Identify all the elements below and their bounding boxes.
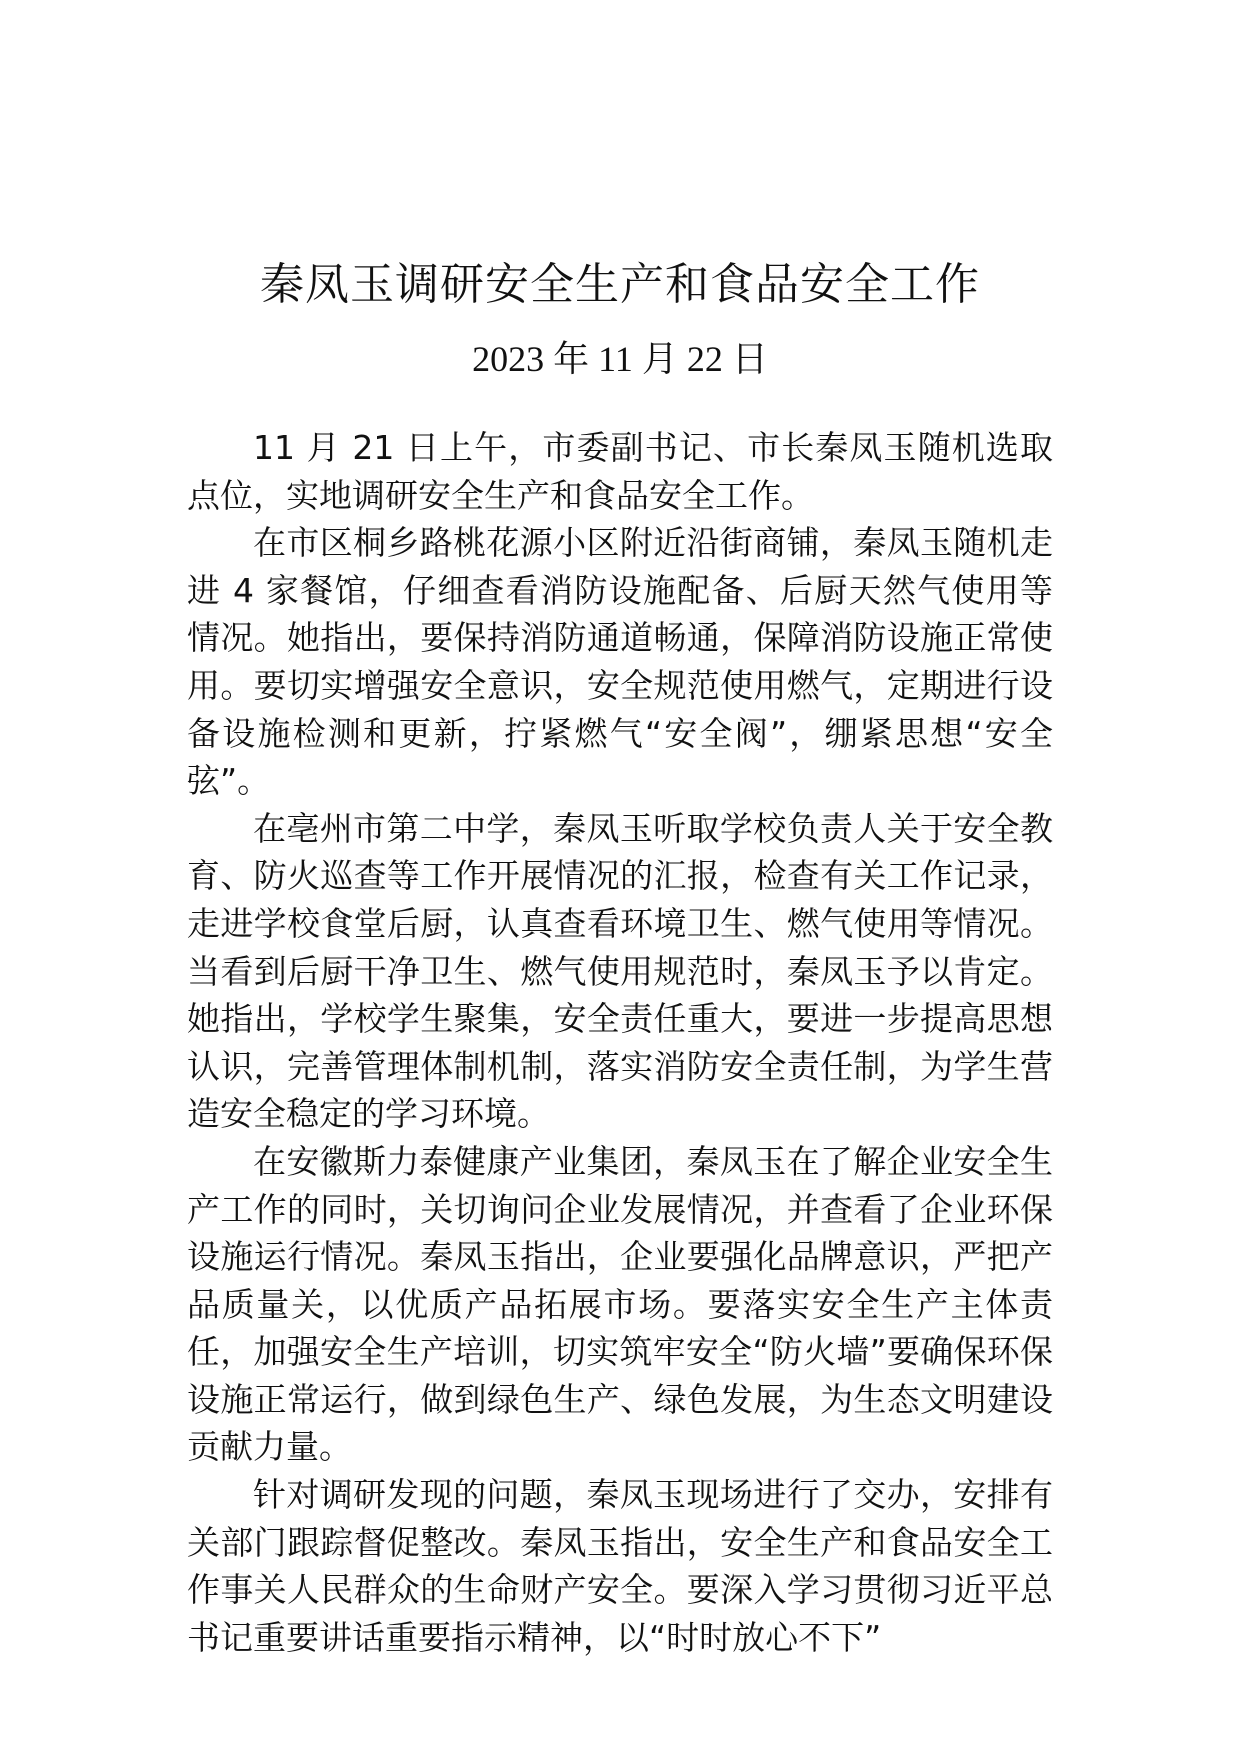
document-body — [187, 424, 1053, 1661]
paragraph-2: 在市区桐乡路桃花源小区附近沿街商铺，秦凤玉随机走进 4 家餐馆，仔细查看消防设施配备、后厨天然气使用等情况。她指出，要保持消防通道畅通，保障消防设施正常使用。要切实增强安全意识，安全规范使用燃气，定期进行设备设施检测和更新，拧紧燃气“安全阀”，绷紧思想“安全弦”。 — [187, 523, 1053, 801]
document-title: 秦凤玉调研安全生产和食品安全工作 — [260, 259, 980, 310]
paragraph-4: 在安徽斯力泰健康产业集团，秦凤玉在了解企业安全生产工作的同时，关切询问企业发展情况，并查看了企业环保设施运行情况。秦凤玉指出，企业要强化品牌意识，严把产品质量关，以优质产品拓展市场。要落实安全生产主体责任，加强安全生产培训，切实筑牢安全“防火墙”要确保环保设施正常运行，做到绿色生产、绿色发展，为生态文明建设贡献力量。 — [187, 1141, 1053, 1467]
document-date: 2023 年 11 月 22 日 — [472, 339, 768, 379]
paragraph-3: 在亳州市第二中学，秦凤玉听取学校负责人关于安全教育、防火巡查等工作开展情况的汇报，检查有关工作记录，走进学校食堂后厨，认真查看环境卫生、燃气使用等情况。当看到后厨干净卫生、燃气使用规范时，秦凤玉予以肯定。她指出，学校学生聚集，安全责任重大，要进一步提高思想认识，完善管理体制机制，落实消防安全责任制，为学生营造安全稳定的学习环境。 — [187, 808, 1053, 1134]
paragraph-1: 11 月 21 日上午，市委副书记、市长秦凤玉随机选取点位，实地调研安全生产和食品安全工作。 — [187, 428, 1053, 515]
paragraph-5: 针对调研发现的问题，秦凤玉现场进行了交办，安排有关部门跟踪督促整改。秦凤玉指出，安全生产和食品安全工作事关人民群众的生命财产安全。要深入学习贯彻习近平总书记重要讲话重要指示精神，以“时时放心不下” — [187, 1475, 1053, 1657]
